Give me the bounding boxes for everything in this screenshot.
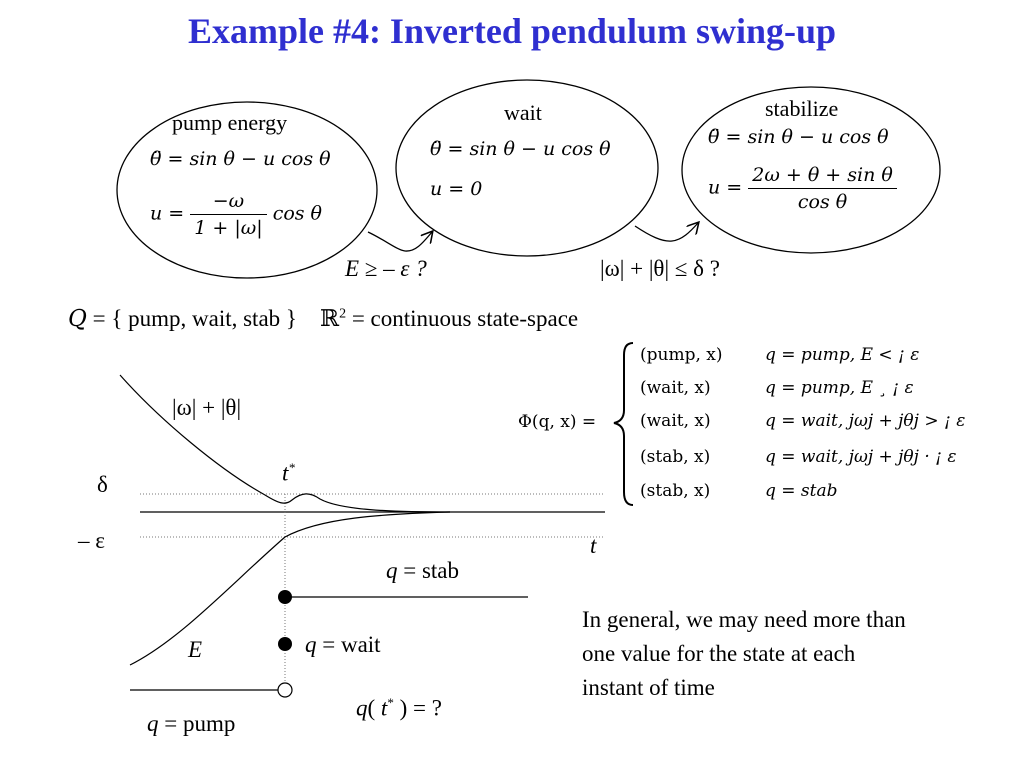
pump-mode-label: pump energy: [172, 110, 288, 135]
energy-label: E: [188, 637, 203, 662]
qt-sup: *: [387, 695, 394, 710]
phi-row-1-right: q = pump, E < ¡ ε: [765, 345, 920, 365]
delta-label: δ: [97, 472, 108, 497]
pump-mode-dynamics: θ̈ = sin θ − u cos θ: [150, 148, 331, 170]
phi-row-4-left: (stab, x): [640, 447, 711, 467]
q-wait-label: [305, 632, 381, 658]
pump-mode-control: [150, 190, 322, 239]
stab-mode-label: stabilize: [765, 96, 839, 121]
q-pump-rest: = pump: [164, 711, 236, 736]
pump-u-fraction: [190, 190, 266, 239]
qt-close: ) = ?: [393, 695, 442, 721]
phi-row-5-right: q = stab: [765, 481, 838, 501]
pump-u-numerator: −ω: [190, 190, 266, 215]
phi-row-2-right: q = pump, E ¸ ¡ ε: [765, 378, 914, 398]
q-stab-rest: = stab: [403, 558, 460, 583]
phi-row-1-left: (pump, x): [640, 345, 723, 365]
stab-u-numerator: 2ω + θ + sin θ: [748, 164, 897, 189]
wait-mode-label: wait: [504, 100, 542, 125]
wait-state-dot: [278, 637, 292, 651]
q-set-definition: = { pump, wait, stab }: [92, 306, 297, 331]
stab-state-dot: [278, 590, 292, 604]
stab-u-fraction: [748, 164, 897, 213]
wait-to-stab-arrow: [635, 223, 698, 241]
slide-title: Example #4: Inverted pendulum swing-up: [187, 11, 837, 51]
q-stab-label: [386, 558, 459, 584]
q-pump-label: [147, 711, 235, 737]
guard-stabilize: |ω| + |θ| ≤ δ ?: [600, 256, 720, 281]
r-set-exponent: 2: [339, 306, 347, 322]
stab-u-denominator: cos θ: [797, 191, 848, 213]
q-pump-var: q: [147, 711, 159, 736]
note-text: In general, we may need more than one value for the state at each instant of time: [582, 607, 906, 700]
q-wait-rest: = wait: [322, 632, 381, 657]
state-sets-line: [68, 306, 578, 332]
qt-var: q: [356, 695, 368, 721]
tstar-label: [282, 460, 295, 487]
guard-energy: E ≥ – ε ?: [345, 256, 427, 281]
r-set-symbol: ℝ: [319, 306, 340, 332]
pump-open-dot: [278, 683, 292, 697]
time-axis-label: t: [590, 533, 597, 558]
tstar-var: t: [282, 460, 289, 486]
tstar-sup: *: [288, 460, 295, 475]
stab-u-lhs: u =: [708, 176, 743, 199]
pump-u-lhs: u =: [150, 202, 185, 225]
stab-mode-dynamics: θ̈ = sin θ − u cos θ: [708, 126, 889, 148]
qt-open: (: [367, 695, 381, 721]
r-set-definition: = continuous state-space: [351, 306, 579, 331]
phi-lhs: Φ(q, x) =: [518, 412, 597, 432]
wait-mode-control: u = 0: [430, 178, 483, 200]
qt-t: t: [380, 695, 388, 721]
q-wait-var: q: [305, 632, 317, 657]
q-stab-var: q: [386, 558, 398, 583]
wait-mode-dynamics: θ̈ = sin θ − u cos θ: [430, 138, 611, 160]
neg-eps-label: – ε: [78, 528, 105, 553]
pump-to-wait-arrow: [368, 232, 432, 251]
abs-curve-label: |ω| + |θ|: [172, 395, 242, 420]
stab-mode-control: [708, 164, 897, 213]
q-set-symbol: Q: [68, 306, 87, 332]
q-tstar-question: [356, 695, 442, 722]
phi-row-3-left: (wait, x): [640, 411, 711, 431]
pump-u-denominator: 1 + |ω|: [194, 217, 263, 239]
pump-u-tail: cos θ: [272, 202, 322, 225]
phi-row-2-left: (wait, x): [640, 378, 711, 398]
phi-row-4-right: q = wait, jωj + jθj · ¡ ε: [765, 447, 957, 467]
phi-row-5-left: (stab, x): [640, 481, 711, 501]
abs-curve: [120, 375, 450, 512]
phi-brace: [614, 343, 633, 505]
phi-row-3-right: q = wait, jωj + jθj > ¡ ε: [765, 411, 966, 431]
